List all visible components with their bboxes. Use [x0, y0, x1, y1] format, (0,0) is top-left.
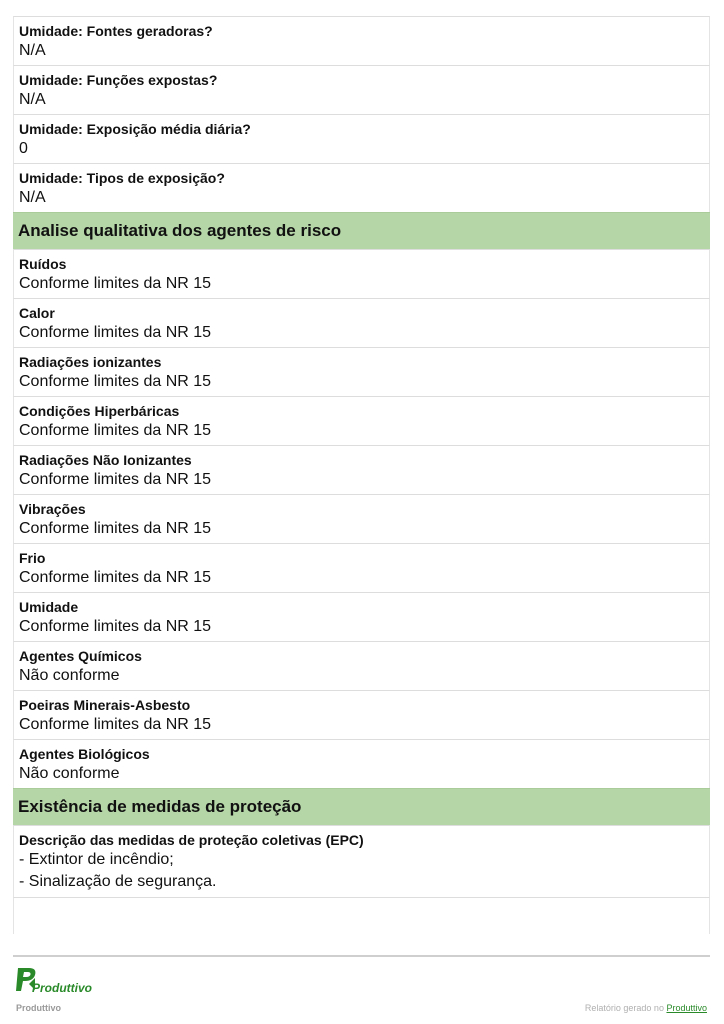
- field-chemical-agents: [13, 641, 710, 690]
- footer-divider: [13, 955, 710, 957]
- footer-generated-prefix: Relatório gerado no: [584, 1003, 664, 1013]
- field-noise: [13, 249, 710, 298]
- field-value: Não conforme: [19, 765, 120, 782]
- field-humidity-daily-exposure: [13, 114, 710, 163]
- field-label: Umidade: Exposição média diária?: [19, 121, 251, 137]
- field-value: 0: [19, 140, 28, 157]
- field-value: Conforme limites da NR 15: [19, 471, 212, 488]
- field-value: N/A: [19, 189, 46, 206]
- field-humidity-functions: [13, 65, 710, 114]
- field-hyperbaric: [13, 396, 710, 445]
- field-value: Conforme limites da NR 15: [19, 324, 212, 341]
- produttivo-logo: [15, 964, 95, 996]
- field-humidity-sources: [13, 16, 710, 65]
- section-header-qualitative: Analise qualitativa dos agentes de risco: [13, 212, 710, 249]
- field-label: Agentes Químicos: [19, 648, 142, 664]
- field-label: Ruídos: [19, 256, 67, 272]
- field-value: N/A: [19, 91, 46, 108]
- report-end-spacer: [13, 897, 710, 934]
- logo-wordmark: Produttivo: [32, 981, 92, 995]
- field-label: Descrição das medidas de proteção coletivas (EPC): [19, 832, 364, 848]
- footer-generated: [585, 1003, 707, 1013]
- field-mineral-dust: [13, 690, 710, 739]
- field-non-ionizing-radiation: [13, 445, 710, 494]
- field-value: Conforme limites da NR 15: [19, 275, 212, 292]
- field-label: Agentes Biológicos: [19, 746, 150, 762]
- field-humidity: [13, 592, 710, 641]
- field-value: Conforme limites da NR 15: [19, 569, 212, 586]
- field-label: Umidade: Funções expostas?: [19, 72, 218, 88]
- field-value: Conforme limites da NR 15: [19, 520, 212, 537]
- field-value: N/A: [19, 42, 46, 59]
- field-label: Radiações ionizantes: [19, 354, 162, 370]
- field-vibrations: [13, 494, 710, 543]
- section-header-protection: Existência de medidas de proteção: [13, 788, 710, 825]
- field-value: Conforme limites da NR 15: [19, 618, 212, 635]
- field-label: Frio: [19, 550, 46, 566]
- footer-company: Produttivo: [16, 1003, 61, 1013]
- field-ionizing-radiation: [13, 347, 710, 396]
- field-value: Não conforme: [19, 667, 120, 684]
- report-body: [13, 16, 710, 934]
- field-label: Radiações Não Ionizantes: [19, 452, 192, 468]
- field-label: Poeiras Minerais-Asbesto: [19, 697, 191, 713]
- field-label: Umidade: Tipos de exposição?: [19, 170, 225, 186]
- field-value: Conforme limites da NR 15: [19, 373, 212, 390]
- field-value: Conforme limites da NR 15: [19, 422, 212, 439]
- epc-line: - Extintor de incêndio;: [19, 851, 174, 868]
- field-cold: [13, 543, 710, 592]
- field-label: Vibrações: [19, 501, 86, 517]
- field-biological-agents: [13, 739, 710, 788]
- field-value: Conforme limites da NR 15: [19, 716, 212, 733]
- field-heat: [13, 298, 710, 347]
- field-label: Umidade: [19, 599, 79, 615]
- field-label: Condições Hiperbáricas: [19, 403, 180, 419]
- field-epc-description: [13, 825, 710, 897]
- footer-produttivo-link[interactable]: Produttivo: [666, 1003, 707, 1013]
- field-label: Calor: [19, 305, 55, 321]
- field-label: Umidade: Fontes geradoras?: [19, 23, 213, 39]
- epc-line: - Sinalização de segurança.: [19, 873, 217, 890]
- field-humidity-exposure-types: [13, 163, 710, 212]
